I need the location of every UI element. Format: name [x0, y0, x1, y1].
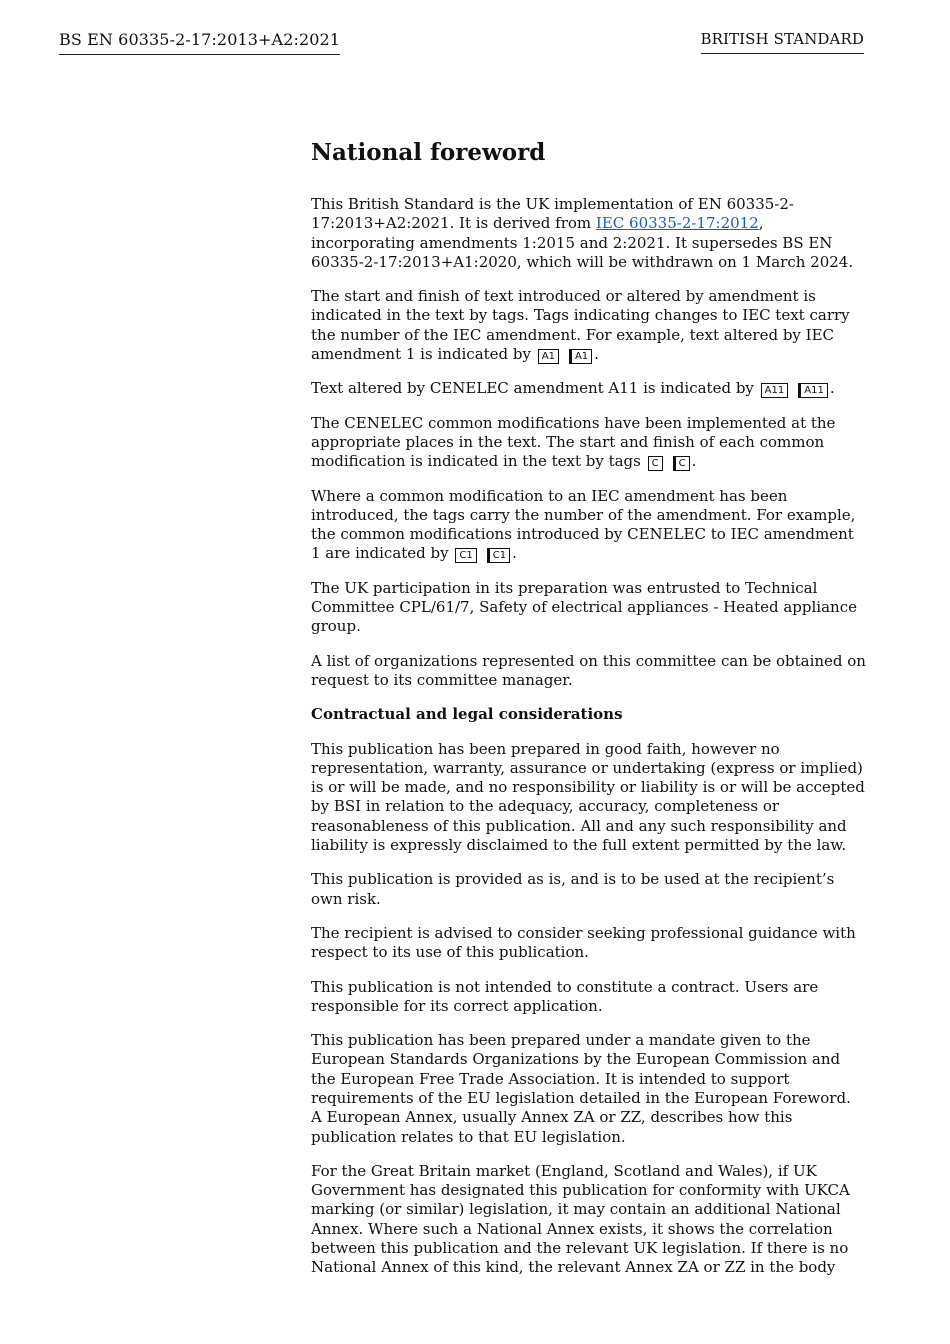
- paragraph-modification-amendment: Where a common modification to an IEC amendment has been introduced, the tags carry the number of the amendment. For example, the common modifications introduced by CENELEC to IEC amendment 1 are indicated by C1 C1 .: [311, 486, 856, 563]
- tag-a11-close-icon: A11: [798, 383, 828, 398]
- iec-standard-link[interactable]: IEC 60335-2-17:2012: [595, 214, 759, 233]
- paragraph-not-contract: This publication is not intended to constitute a contract. Users are responsible for its correct application.: [311, 977, 819, 1015]
- paragraph-committee-list: A list of organizations represented on this committee can be obtained on request to its committee manager.: [311, 651, 866, 689]
- paragraph-professional-guidance: The recipient is advised to consider seeking professional guidance with respect to its use of this publication.: [311, 923, 856, 962]
- tag-c-close-icon: C: [673, 456, 690, 471]
- paragraph-uk-participation: The UK participation in its preparation was entrusted to Technical Committee CPL/61/7, Safety of electrical appliances - Heated appliance group.: [311, 578, 857, 636]
- page-content: [311, 138, 866, 1293]
- common-modifications-text: The CENELEC common modifications have been implemented at the appropriate places in the text. The start and finish of each common modification is indicated in the text by tags: [311, 413, 836, 471]
- paragraph-mandate: This publication has been prepared under a mandate given to the European Standards Organizations by the European Commission and the European Free Trade Association. It is intended to support requirements of the EU legislation detailed in the European Foreword. A European Annex, usually Annex ZA or ZZ, describes how this publication relates to that EU legislation.: [311, 1031, 851, 1146]
- paragraph-cenelec-amendment: Text altered by CENELEC amendment A11 is indicated by A11 A11 .: [311, 379, 835, 398]
- tag-a11-open-icon: A11: [761, 383, 789, 398]
- paragraph-great-britain-market: For the Great Britain market (England, Scotland and Wales), if UK Government has designated this publication for conformity with UKCA marking (or similar) legislation, it may contain an additional National Annex. Where such a National Annex exists, it shows the correlation between this publication and the relevant UK legislation. If there is no National Annex of this kind, the relevant Annex ZA or ZZ in the body: [311, 1161, 850, 1277]
- implementation-text-a: This British Standard is the UK implementation of EN 60335-2-17:2013+A2:2021. It is derived from: [311, 195, 794, 233]
- implementation-text-b: , incorporating amendments 1:2015 and 2:2021. It supersedes BS EN 60335-2-17:2013+A1:2020, which will be withdrawn on 1 March 2024.: [311, 214, 854, 271]
- header-standard-number: BS EN 60335-2-17:2013+A2:2021: [59, 30, 340, 55]
- tag-a1-close-icon: A1: [569, 349, 592, 364]
- paragraph-implementation: [311, 195, 866, 272]
- paragraph-good-faith: This publication has been prepared in good faith, however no representation, warranty, assurance or undertaking (express or implied) is or will be made, and no responsibility or liability is or will be accepted by BSI in relation to the adequacy, accuracy, completeness or reasonableness of this publication. All and any such responsibility and liability is expressly disclaimed to the full extent permitted by the law.: [311, 739, 865, 855]
- header-publisher: BRITISH STANDARD: [701, 30, 865, 54]
- paragraph-provided-as-is: This publication is provided as is, and is to be used at the recipient’s own risk.: [311, 870, 835, 908]
- tag-c1-open-icon: C1: [455, 548, 476, 563]
- tag-c1-close-icon: C1: [487, 548, 510, 563]
- tag-c-open-icon: C: [648, 456, 663, 471]
- cenelec-amendment-text: Text altered by CENELEC amendment A11 is indicated by: [311, 379, 759, 398]
- subheading-contractual: Contractual and legal considerations: [311, 705, 623, 724]
- page-title: National foreword: [311, 139, 546, 166]
- amendment-tags-text: The start and finish of text introduced or altered by amendment is indicated in the text by tags. Tags indicating changes to IEC text carry the number of the IEC amendment. For example, text altered by IEC amendment 1 is indicated by: [311, 287, 850, 364]
- paragraph-amendment-tags: The start and finish of text introduced or altered by amendment is indicated in the text by tags. Tags indicating changes to IEC text carry the number of the IEC amendment. For example, text altered by IEC amendment 1 is indicated by A1 A1 .: [311, 287, 850, 364]
- modification-amendment-text: Where a common modification to an IEC amendment has been introduced, the tags carry the number of the amendment. For example, the common modifications introduced by CENELEC to IEC amendment 1 are indicated by: [311, 486, 856, 563]
- tag-a1-open-icon: A1: [538, 349, 559, 364]
- paragraph-common-modifications: The CENELEC common modifications have been implemented at the appropriate places in the text. The start and finish of each common modification is indicated in the text by tags C C .: [311, 413, 836, 471]
